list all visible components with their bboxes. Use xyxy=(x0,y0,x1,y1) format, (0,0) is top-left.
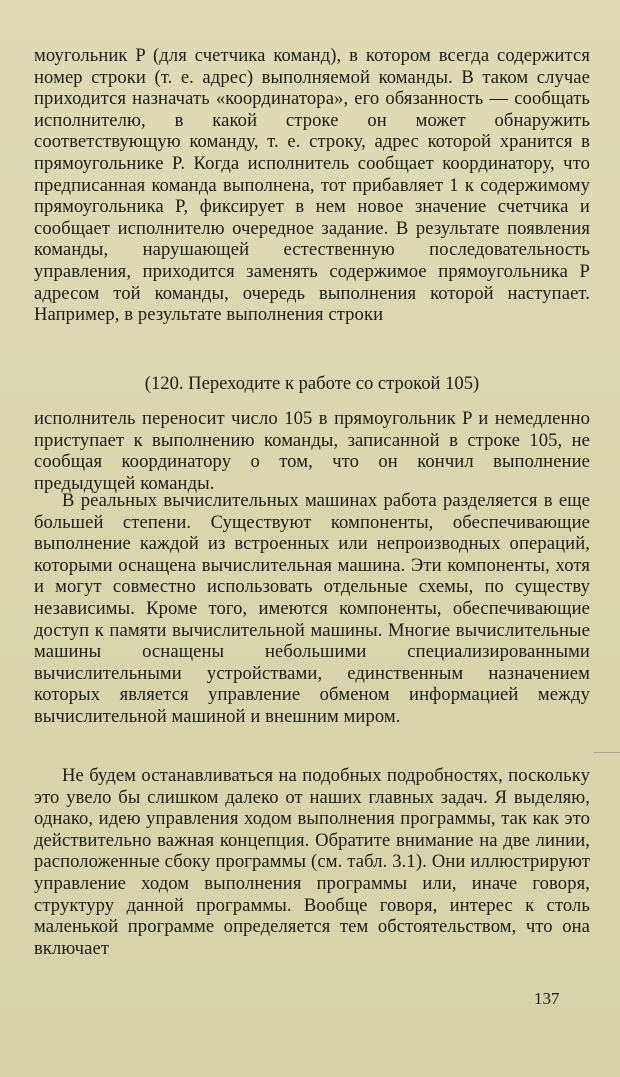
paragraph-text: моугольник P (для счетчика команд), в котором всегда содержится номер строки (т. е. адрес) выполняемой команды. В таком случае приходится назначать «координатора», его обязанность — сообщать исполнителю, в какой строке он может обнаружить соответствующую команду, т. е. строку, адрес которой хранится в прямоугольнике P. Когда исполнитель сообщает координатору, что предписанная команда выполнена, тот прибавляет 1 к содержимому прямоугольника P, фиксирует в нем новое значение счетчика и сообщает исполнителю очередное задание. В результате появления команды, нарушающей естественную последовательность управления, приходится заменять содержимое прямоугольника P адресом той команды, очередь выполнения которой наступает. Например, в результате выполнения строки xyxy=(34,45,590,326)
paragraph-3 xyxy=(34,490,590,728)
paragraph-text: Не будем останавливаться на подобных подробностях, поскольку это увело бы слишком далеко от наших главных задач. Я выделяю, однако, идею управления ходом выполнения программы, так как это действительно важная концепция. Обратите внимание на две линии, расположенные сбоку программы (см. табл. 3.1). Они иллюстрируют управление ходом выполнения программы или, иначе говоря, структуру данной программы. Вообще говоря, интерес к столь маленькой программе определяется тем обстоятельством, что она включает xyxy=(34,765,590,959)
page-number: 137 xyxy=(534,989,560,1008)
margin-pencil-mark xyxy=(594,752,620,753)
paragraph-1 xyxy=(34,45,590,326)
paragraph-4 xyxy=(34,765,590,959)
code-line-quote: (120. Переходите к работе со строкой 105) xyxy=(144,373,480,394)
paragraph-text: В реальных вычислительных машинах работа разделяется в еще большей степени. Существуют компоненты, обеспечивающие выполнение каждой из встроенных или непроизводных операций, которыми оснащена вычислительная машина. Эти компоненты, хотя и могут совместно использовать отдельные схемы, по существу независимы. Кроме того, имеются компоненты, обеспечивающие доступ к памяти вычислительной машины. Многие вычислительные машины оснащены небольшими специализированными вычислительными устройствами, единственным назначением которых является управление обменом информацией между вычислительной машиной и внешним миром. xyxy=(34,490,590,727)
paragraph-text: исполнитель переносит число 105 в прямоугольник P и немедленно приступает к выполнению команды, записанной в строке 105, не сообщая координатору о том, что он кончил выполнение предыдущей команды. xyxy=(34,408,590,494)
paragraph-2 xyxy=(34,408,590,494)
